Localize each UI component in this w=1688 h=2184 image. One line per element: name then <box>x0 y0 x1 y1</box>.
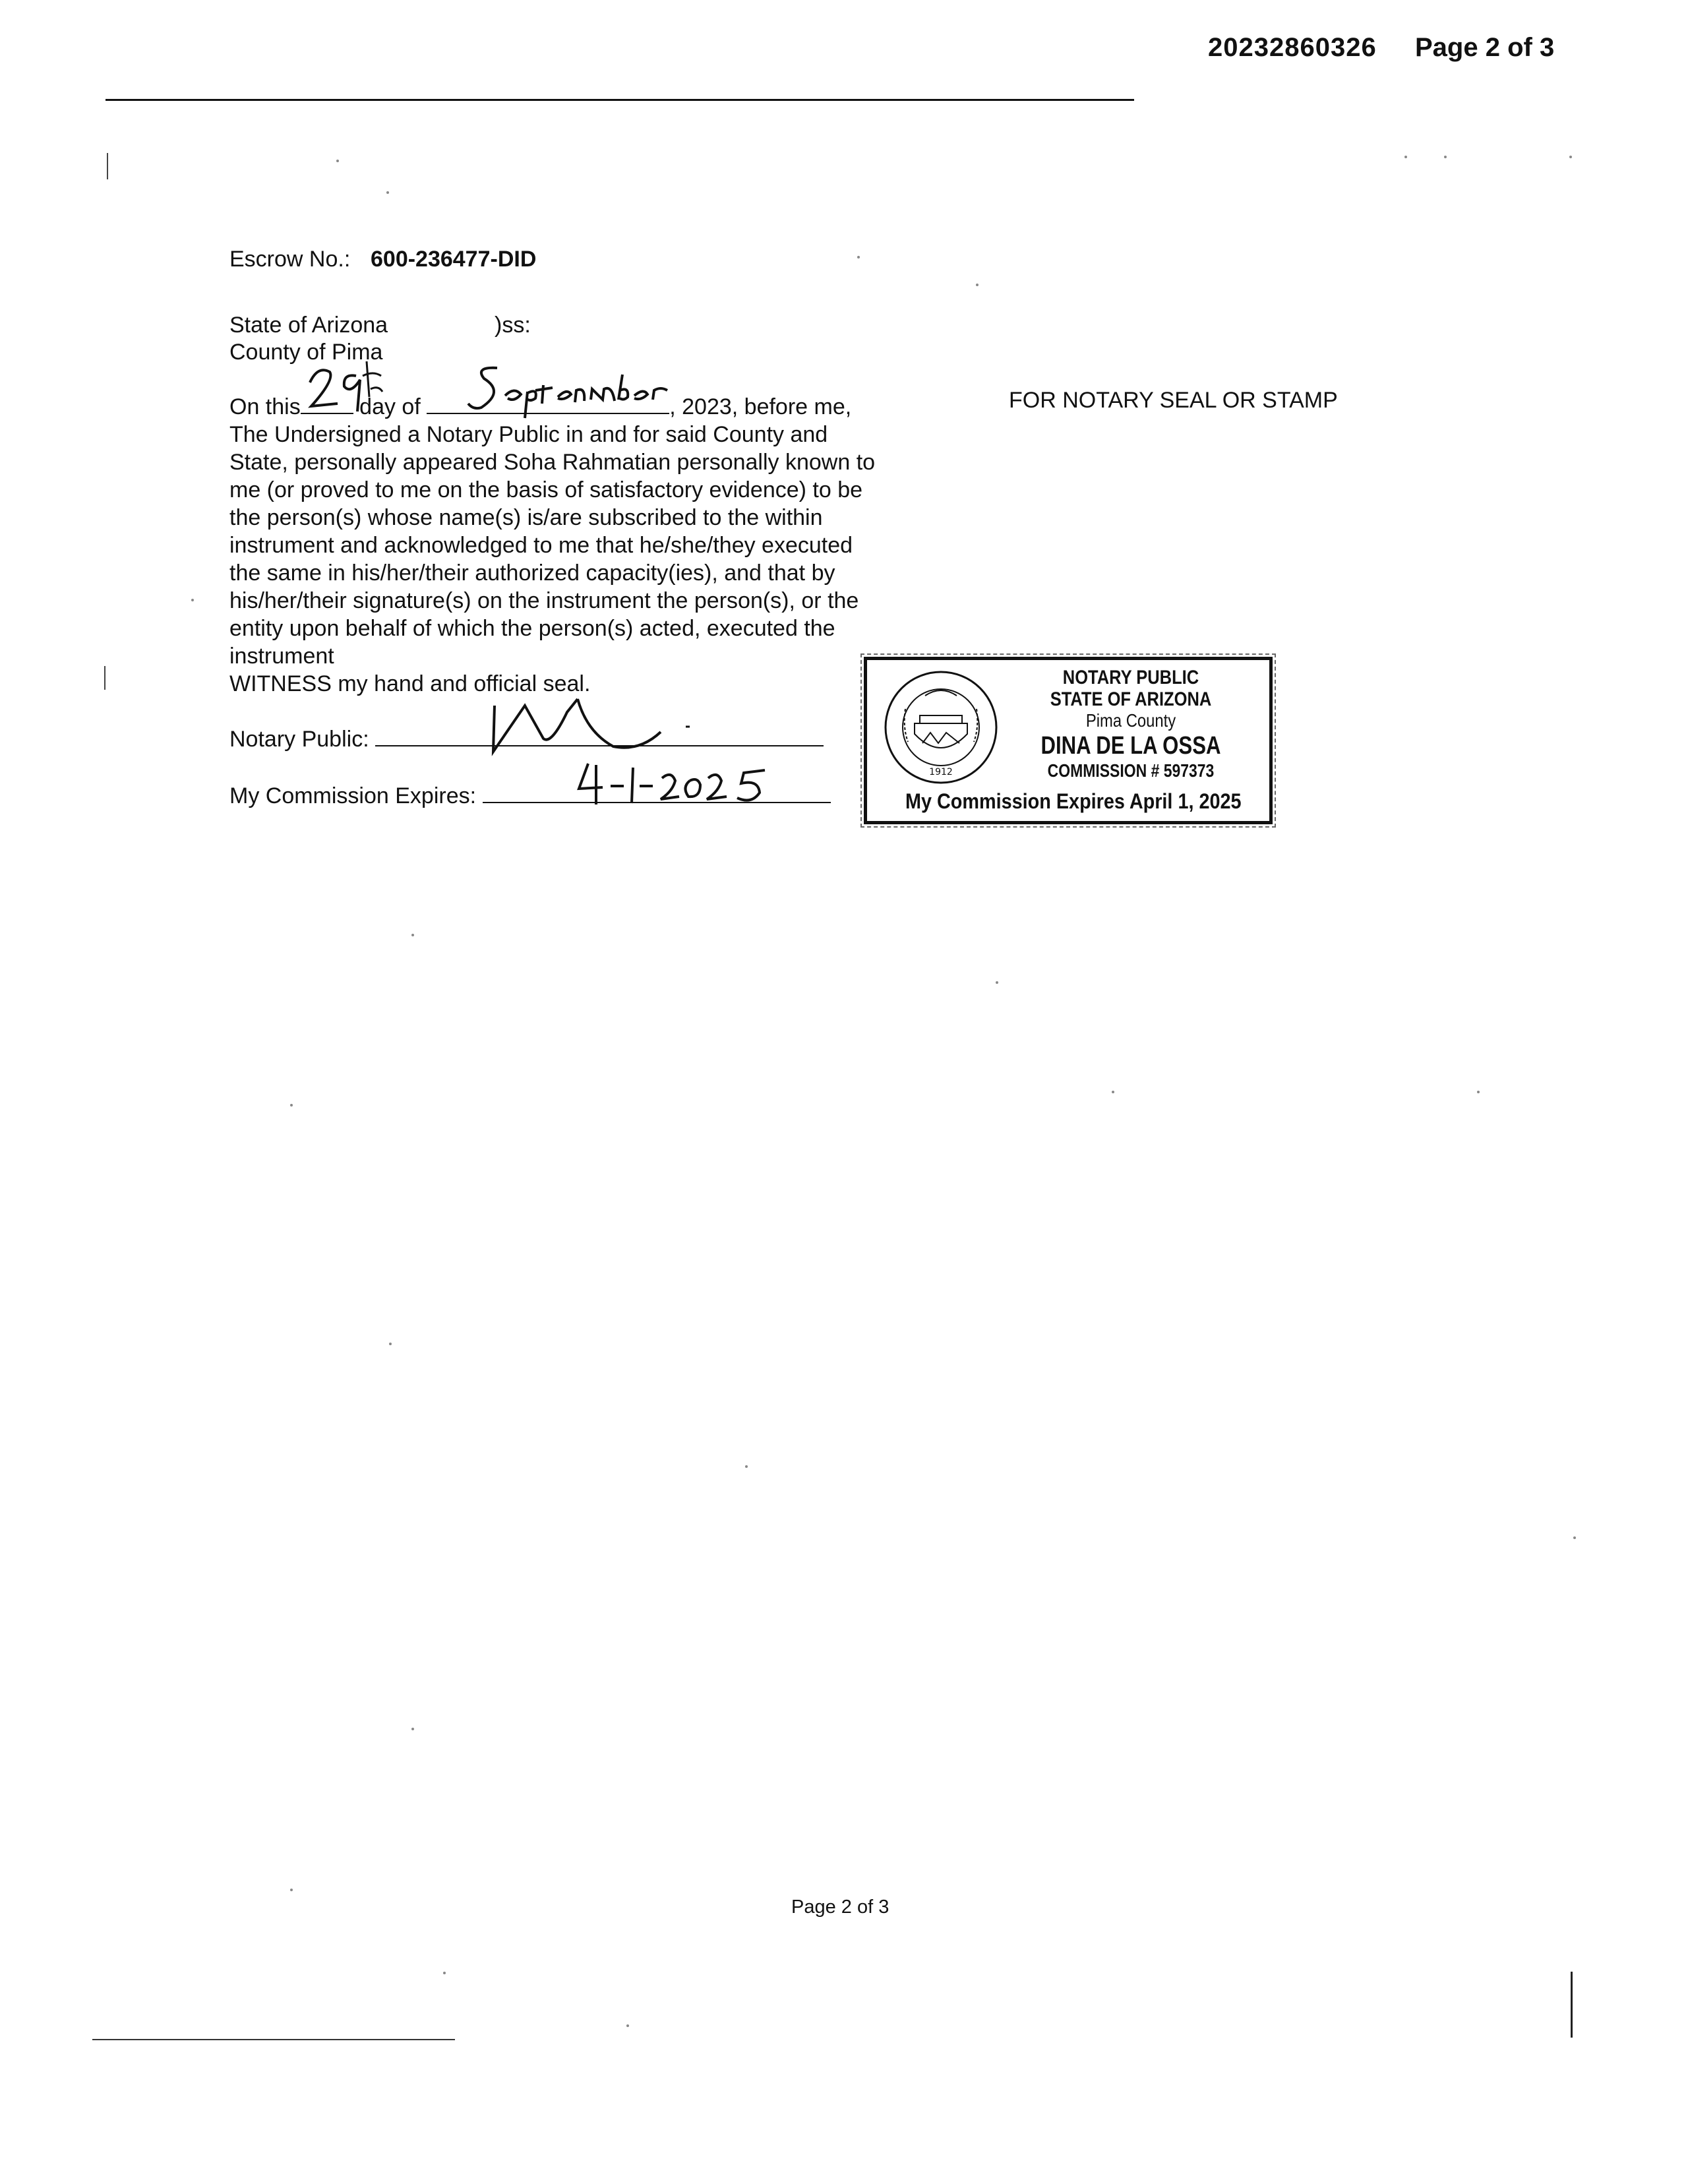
scan-speck <box>1404 156 1407 158</box>
on-this-label: On this <box>229 394 301 419</box>
stamp-commission-number: COMMISSION # 597373 <box>1047 760 1215 781</box>
scan-speck <box>389 1343 392 1345</box>
scan-speck <box>996 981 998 984</box>
scan-speck <box>336 160 339 162</box>
scan-mark <box>107 153 108 179</box>
ack-line: The Undersigned a Notary Public in and for said County and <box>229 422 828 447</box>
header-rule <box>106 99 1134 101</box>
acknowledgment-paragraph <box>229 421 942 698</box>
scan-speck <box>976 284 979 286</box>
venue-state: State of Arizona <box>229 313 388 338</box>
ack-line: instrument and acknowledged to me that he/she/they executed <box>229 533 853 558</box>
scan-speck <box>1569 156 1572 158</box>
day-blank <box>301 393 353 414</box>
venue-county: County of Pima <box>229 340 383 365</box>
scan-speck <box>745 1465 748 1468</box>
ack-line: the same in his/her/their authorized capacity(ies), and that by <box>229 561 835 586</box>
scan-speck <box>443 1972 446 1974</box>
scan-speck <box>386 191 389 194</box>
scan-speck <box>857 256 860 258</box>
footer-page-label: Page 2 of 3 <box>791 1896 889 1918</box>
scan-speck <box>1444 156 1447 158</box>
seal-year: 1912 <box>929 767 953 777</box>
ack-line: State, personally appeared Soha Rahmatian personally known to <box>229 450 876 475</box>
handwritten-commission-date <box>574 758 785 811</box>
escrow-label: Escrow No.: <box>229 247 351 272</box>
ack-line: entity upon behalf of which the person(s) acted, executed the <box>229 616 835 641</box>
handwritten-month <box>462 361 673 421</box>
ack-line: the person(s) whose name(s) is/are subscribed to the within <box>229 505 823 530</box>
scan-speck <box>411 934 414 936</box>
scan-speck <box>290 1104 293 1107</box>
arizona-seal-icon <box>883 669 999 785</box>
witness-line: WITNESS my hand and official seal. <box>229 671 591 696</box>
venue-ss: )ss: <box>495 313 531 338</box>
notary-public-label: Notary Public: <box>229 727 369 752</box>
seal-caption: FOR NOTARY SEAL OR STAMP <box>1009 388 1338 413</box>
notary-stamp <box>864 657 1273 824</box>
recording-number: 20232860326 <box>1208 33 1377 62</box>
scan-speck <box>626 2024 629 2027</box>
commission-label: My Commission Expires: <box>229 783 477 808</box>
scan-speck <box>1477 1091 1480 1093</box>
header-page-label: Page 2 of 3 <box>1415 33 1555 62</box>
day-of-label: day of <box>359 394 421 419</box>
notary-signature <box>488 686 699 758</box>
footer-rule <box>92 2039 455 2040</box>
stamp-county: Pima County <box>1085 710 1176 731</box>
ack-line: me (or proved to me on the basis of satisfactory evidence) to be <box>229 477 863 502</box>
scan-mark <box>104 666 106 690</box>
scan-speck <box>1112 1091 1114 1093</box>
scan-speck <box>1573 1536 1576 1539</box>
scan-mark <box>1571 1972 1573 2038</box>
stamp-text-block <box>999 667 1263 781</box>
scan-speck <box>411 1728 414 1730</box>
ack-line: his/her/their signature(s) on the instrument the person(s), or the <box>229 588 859 613</box>
stamp-notary-name: DINA DE LA OSSA <box>1040 732 1221 760</box>
escrow-number: 600-236477-DID <box>371 247 537 272</box>
stamp-expires: My Commission Expires April 1, 2025 <box>905 789 1242 813</box>
stamp-title: NOTARY PUBLIC <box>1062 667 1199 688</box>
year-clause: , 2023, before me, <box>669 394 852 419</box>
scan-speck <box>191 599 194 601</box>
scan-speck <box>290 1889 293 1891</box>
ack-line: instrument <box>229 644 334 669</box>
stamp-state: STATE OF ARIZONA <box>1050 688 1212 710</box>
